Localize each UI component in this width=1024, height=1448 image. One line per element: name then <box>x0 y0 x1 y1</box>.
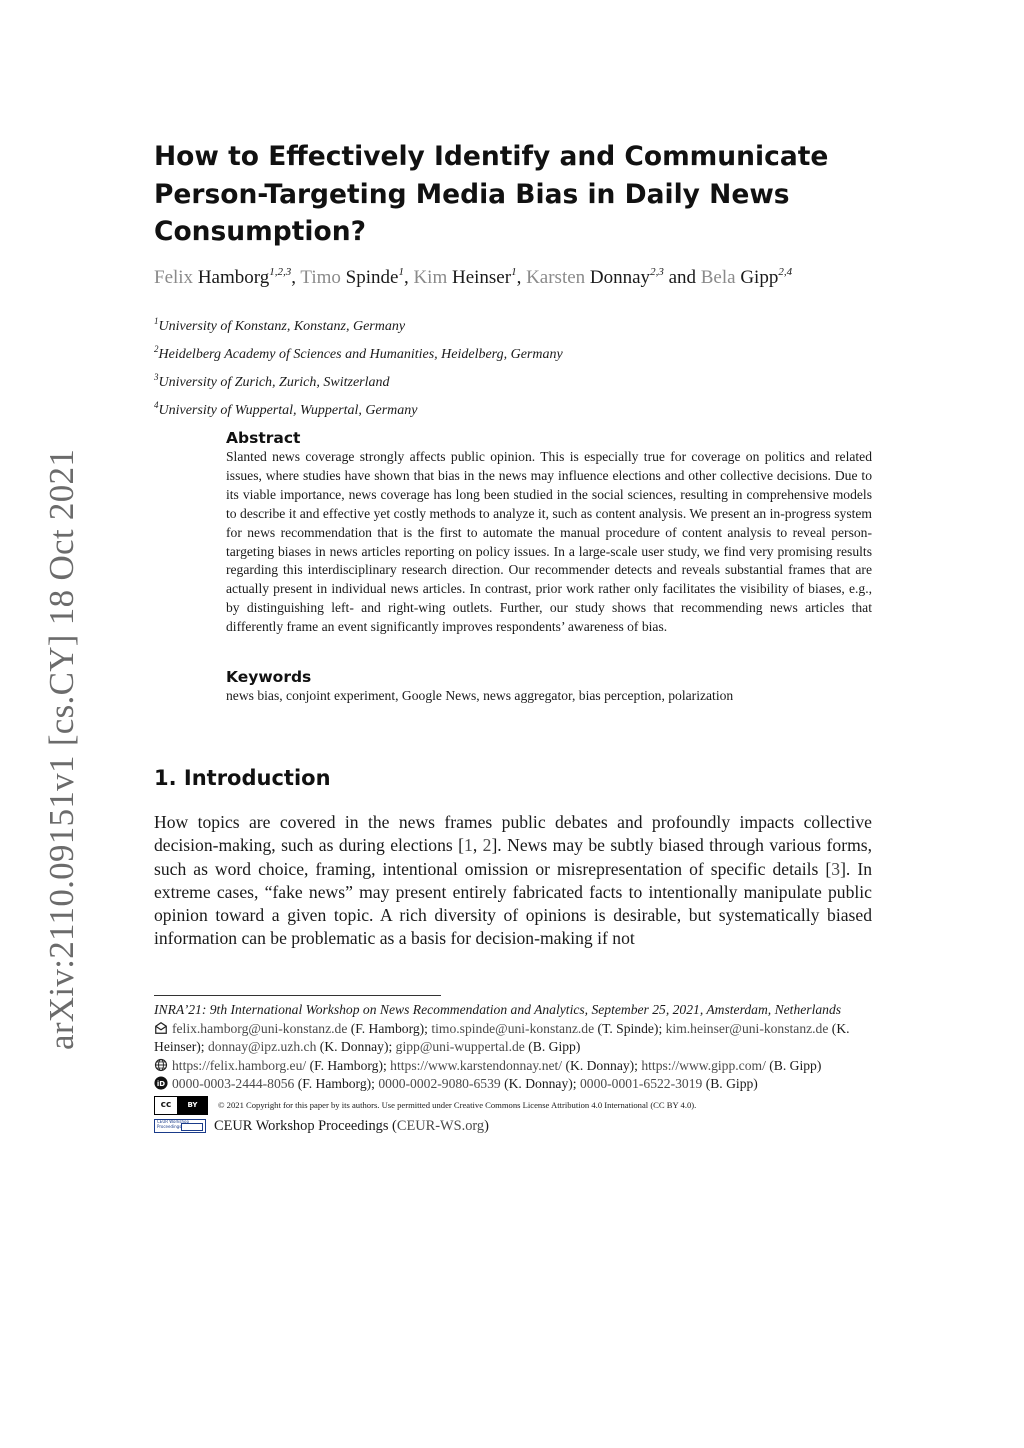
ceur-logo-icon: CEUR Workshop Proceedings <box>154 1119 206 1133</box>
author: Felix Hamborg$^{1,2,3}$, <box>154 266 301 288</box>
introduction-heading: 1. Introduction <box>154 766 331 790</box>
citation-link[interactable]: 1 <box>464 835 473 856</box>
url-link[interactable]: https://felix.hamborg.eu/ <box>172 1057 307 1073</box>
svg-text:iD: iD <box>156 1080 166 1089</box>
citation-link[interactable]: 2 <box>482 835 492 856</box>
orcid-icon <box>154 1076 168 1090</box>
introduction-text: How topics are covered in the news frames public debates and profoundly impacts collective decision-making, such as during elections [1, 2]. News may be subtly biased through various forms, such as word choice, framing, intentional omission or misrepresentation of specific details [3]. In extreme cases, “fake news” may present entirely fabricated facts to intentionally manipulate public opinion toward a given topic. A rich diversity of opinions is desirable, but systematically biased information can be problematic as a basis for decision-making if not <box>154 812 873 949</box>
url-link[interactable]: https://www.karstendonnay.net/ <box>390 1057 563 1073</box>
orcid-link[interactable]: 0000-0003-2444-8056 <box>172 1076 295 1092</box>
cc-by-icon: cc BY <box>154 1096 208 1115</box>
author: Timo Spinde$^1$, <box>300 266 414 288</box>
author-list <box>154 266 914 289</box>
venue-note: INRA’21: 9th International Workshop on News Recommendation and Analytics, September 25, 2021, Amsterdam, Netherlands <box>154 1002 842 1017</box>
keywords-heading: Keywords <box>226 668 312 686</box>
email-link[interactable]: gipp@uni-wuppertal.de <box>395 1039 525 1055</box>
footnotes <box>154 1001 872 1136</box>
affiliations <box>154 310 874 422</box>
paper-title: How to Effectively Identify and Communicate Person-Targeting Media Bias in Daily News Consumption? <box>154 141 829 247</box>
url-link[interactable]: https://www.gipp.com/ <box>641 1057 766 1073</box>
ceur-link[interactable]: CEUR-WS.org <box>396 1117 485 1134</box>
envelope-icon <box>154 1021 168 1035</box>
author: Kim Heinser$^1$, <box>413 266 527 288</box>
footnote-divider <box>154 995 441 996</box>
abstract-text: Slanted news coverage strongly affects public opinion. This is especially true for coverage on politics and related issues, where studies have shown that bias in the news may influence elections and other collective decisions. Due to its viable importance, news coverage has long been studied in the social sciences, resulting in comprehensive models to describe it and effective yet costly methods to analyze it, such as content analysis. We present an in-progress system for news recommendation that is the first to automate the manual procedure of content analysis to reveal person-targeting biases in news articles reporting on policy issues. In a large-scale user study, we find very promising results regarding this interdisciplinary research direction. Our recommender detects and reveals substantial frames that are actually present in individual news articles. In contrast, prior work rather only facilitates the visibility of biases, e.g., by distinguishing left- and right-wing outlets. Further, our study shows that recommending news articles that differently frame an event significantly improves respondents’ awareness of bias. <box>226 449 872 635</box>
arxiv-stamp: arXiv:2110.09151v1 [cs.CY] 18 Oct 2021 <box>42 448 81 1050</box>
affiliation: $^3$University of Zurich, Zurich, Switzerland <box>154 372 390 390</box>
email-list: felix.hamborg@uni-konstanz.de (F. Hamborg); timo.spinde@uni-konstanz.de (T. Spinde); kim.heinser@uni-konstanz.de (K. Heinser); donnay@ipz.uzh.ch (K. Donnay); gipp@uni-wuppertal.de (B. Gipp) <box>154 1020 850 1055</box>
author: Bela Gipp$^{2,4}$ <box>700 266 793 288</box>
copyright-text: © 2021 Copyright for this paper by its authors. Use permitted under Creative Commons License Attribution 4.0 International (CC BY 4.0). <box>218 1100 697 1111</box>
abstract-heading: Abstract <box>226 429 301 447</box>
abstract-section <box>226 428 872 637</box>
email-link[interactable]: timo.spinde@uni-konstanz.de <box>431 1020 595 1036</box>
email-link[interactable]: kim.heinser@uni-konstanz.de <box>665 1020 829 1036</box>
orcid-list: iD 0000-0003-2444-8056 (F. Hamborg); 0000-0002-9080-6539 (K. Donnay); 0000-0001-6522-3019 (B. Gipp) <box>154 1075 872 1094</box>
orcid-link[interactable]: 0000-0001-6522-3019 <box>579 1076 703 1092</box>
affiliation: $^1$University of Konstanz, Konstanz, Germany <box>154 316 406 334</box>
url-list: https://felix.hamborg.eu/ (F. Hamborg); https://www.karstendonnay.net/ (K. Donnay); https://www.gipp.com/ (B. Gipp) <box>154 1057 872 1076</box>
affiliation: $^2$Heidelberg Academy of Sciences and Humanities, Heidelberg, Germany <box>154 344 563 362</box>
keywords-section <box>226 667 872 706</box>
email-link[interactable]: felix.hamborg@uni-konstanz.de <box>172 1020 348 1036</box>
copyright-line <box>154 1096 872 1115</box>
keywords-text: news bias, conjoint experiment, Google News, news aggregator, bias perception, polarization <box>226 688 734 703</box>
orcid-link[interactable]: 0000-0002-9080-6539 <box>378 1076 501 1092</box>
ceur-line: CEUR Workshop Proceedings CEUR Workshop Proceedings (CEUR-WS.org) <box>154 1117 872 1136</box>
author: Karsten Donnay$^{2,3}$ and <box>526 266 701 288</box>
affiliation: $^4$University of Wuppertal, Wuppertal, Germany <box>154 400 418 418</box>
email-link[interactable]: donnay@ipz.uzh.ch <box>207 1039 317 1055</box>
globe-icon <box>154 1058 168 1072</box>
citation-link[interactable]: 3 <box>831 858 841 879</box>
